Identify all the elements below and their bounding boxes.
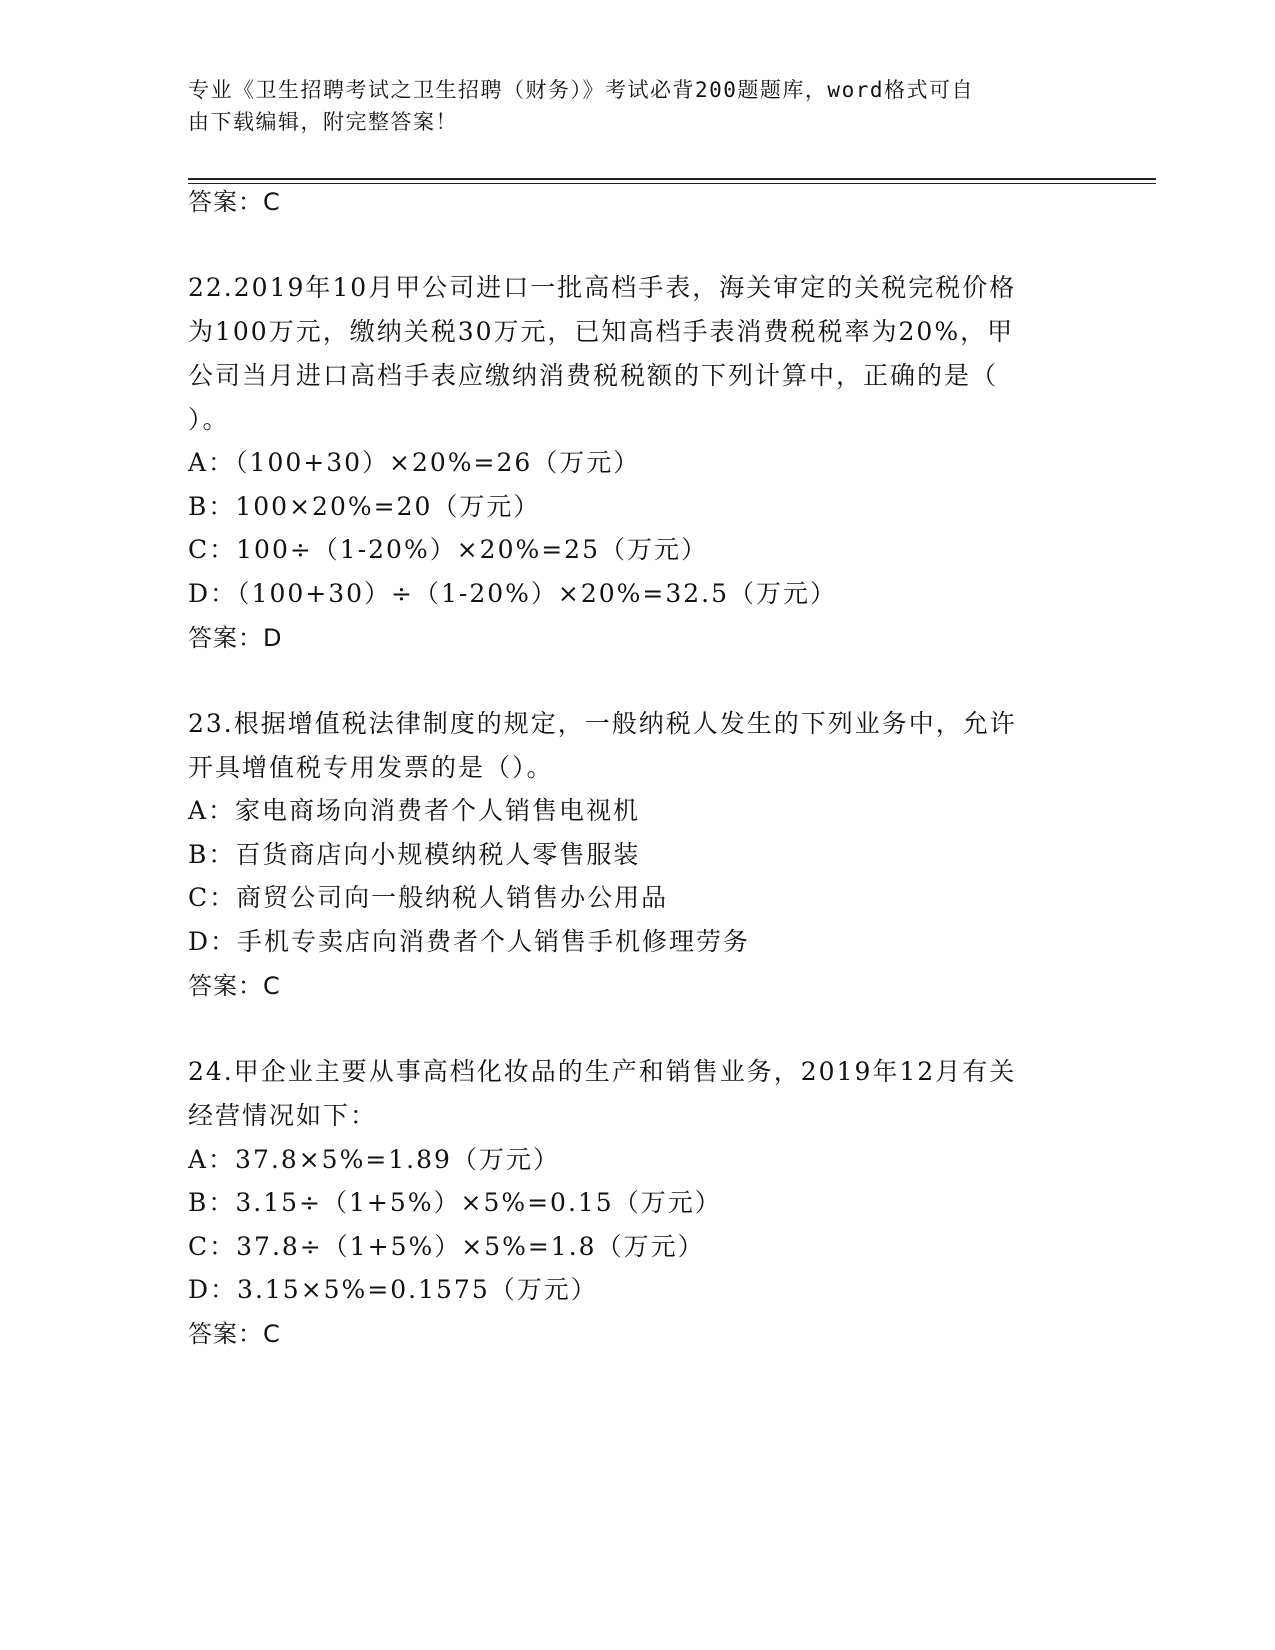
- header-line: 由下载编辑，附完整答案！: [188, 110, 458, 134]
- option-a: A：（100+30）×20%=26（万元）: [188, 448, 641, 477]
- option-b: B：3.15÷（1+5%）×5%=0.15（万元）: [188, 1188, 722, 1217]
- option-c: C：37.8÷（1+5%）×5%=1.8（万元）: [188, 1232, 705, 1261]
- option-d: D：手机专卖店向消费者个人销售手机修理劳务: [188, 927, 751, 956]
- header-divider: [188, 178, 1156, 180]
- answer-line: 答案：D: [188, 624, 283, 652]
- answer-line: 答案：C: [188, 1320, 281, 1348]
- question-stem-line: 24.甲企业主要从事高档化妆品的生产和销售业务，2019年12月有关: [188, 1057, 1017, 1086]
- question-stem-line: 开具增值税专用发票的是（）。: [188, 753, 554, 782]
- option-c: C：100÷（1-20%）×20%=25（万元）: [188, 535, 708, 564]
- header-line: 专业《卫生招聘考试之卫生招聘（财务）》考试必背200题题库，word格式可自: [188, 78, 974, 102]
- option-c: C：商贸公司向一般纳税人销售办公用品: [188, 883, 669, 912]
- option-b: B：百货商店向小规模纳税人零售服装: [188, 840, 641, 869]
- question-stem-line: 22.2019年10月甲公司进口一批高档手表，海关审定的关税完税价格: [188, 273, 1017, 302]
- answer-line: 答案：C: [188, 972, 281, 1000]
- question-stem-line: ）。: [188, 405, 230, 434]
- option-a: A：37.8×5%=1.89（万元）: [188, 1145, 560, 1174]
- question-stem-line: 为100万元，缴纳关税30万元，已知高档手表消费税税率为20%，甲: [188, 317, 1015, 346]
- option-d: D：（100+30）÷（1-20%）×20%=32.5（万元）: [188, 579, 838, 608]
- document-header: [188, 74, 1068, 138]
- answer-line: 答案：C: [188, 188, 281, 216]
- header-divider-thin: [188, 183, 1156, 184]
- question-stem-line: 经营情况如下：: [188, 1101, 378, 1130]
- option-b: B：100×20%=20（万元）: [188, 492, 541, 521]
- question-stem-line: 公司当月进口高档手表应缴纳消费税税额的下列计算中，正确的是（: [188, 361, 999, 390]
- question-stem-line: 23.根据增值税法律制度的规定，一般纳税人发生的下列业务中，允许: [188, 709, 1017, 738]
- option-d: D：3.15×5%=0.1575（万元）: [188, 1275, 598, 1304]
- option-a: A：家电商场向消费者个人销售电视机: [188, 796, 641, 825]
